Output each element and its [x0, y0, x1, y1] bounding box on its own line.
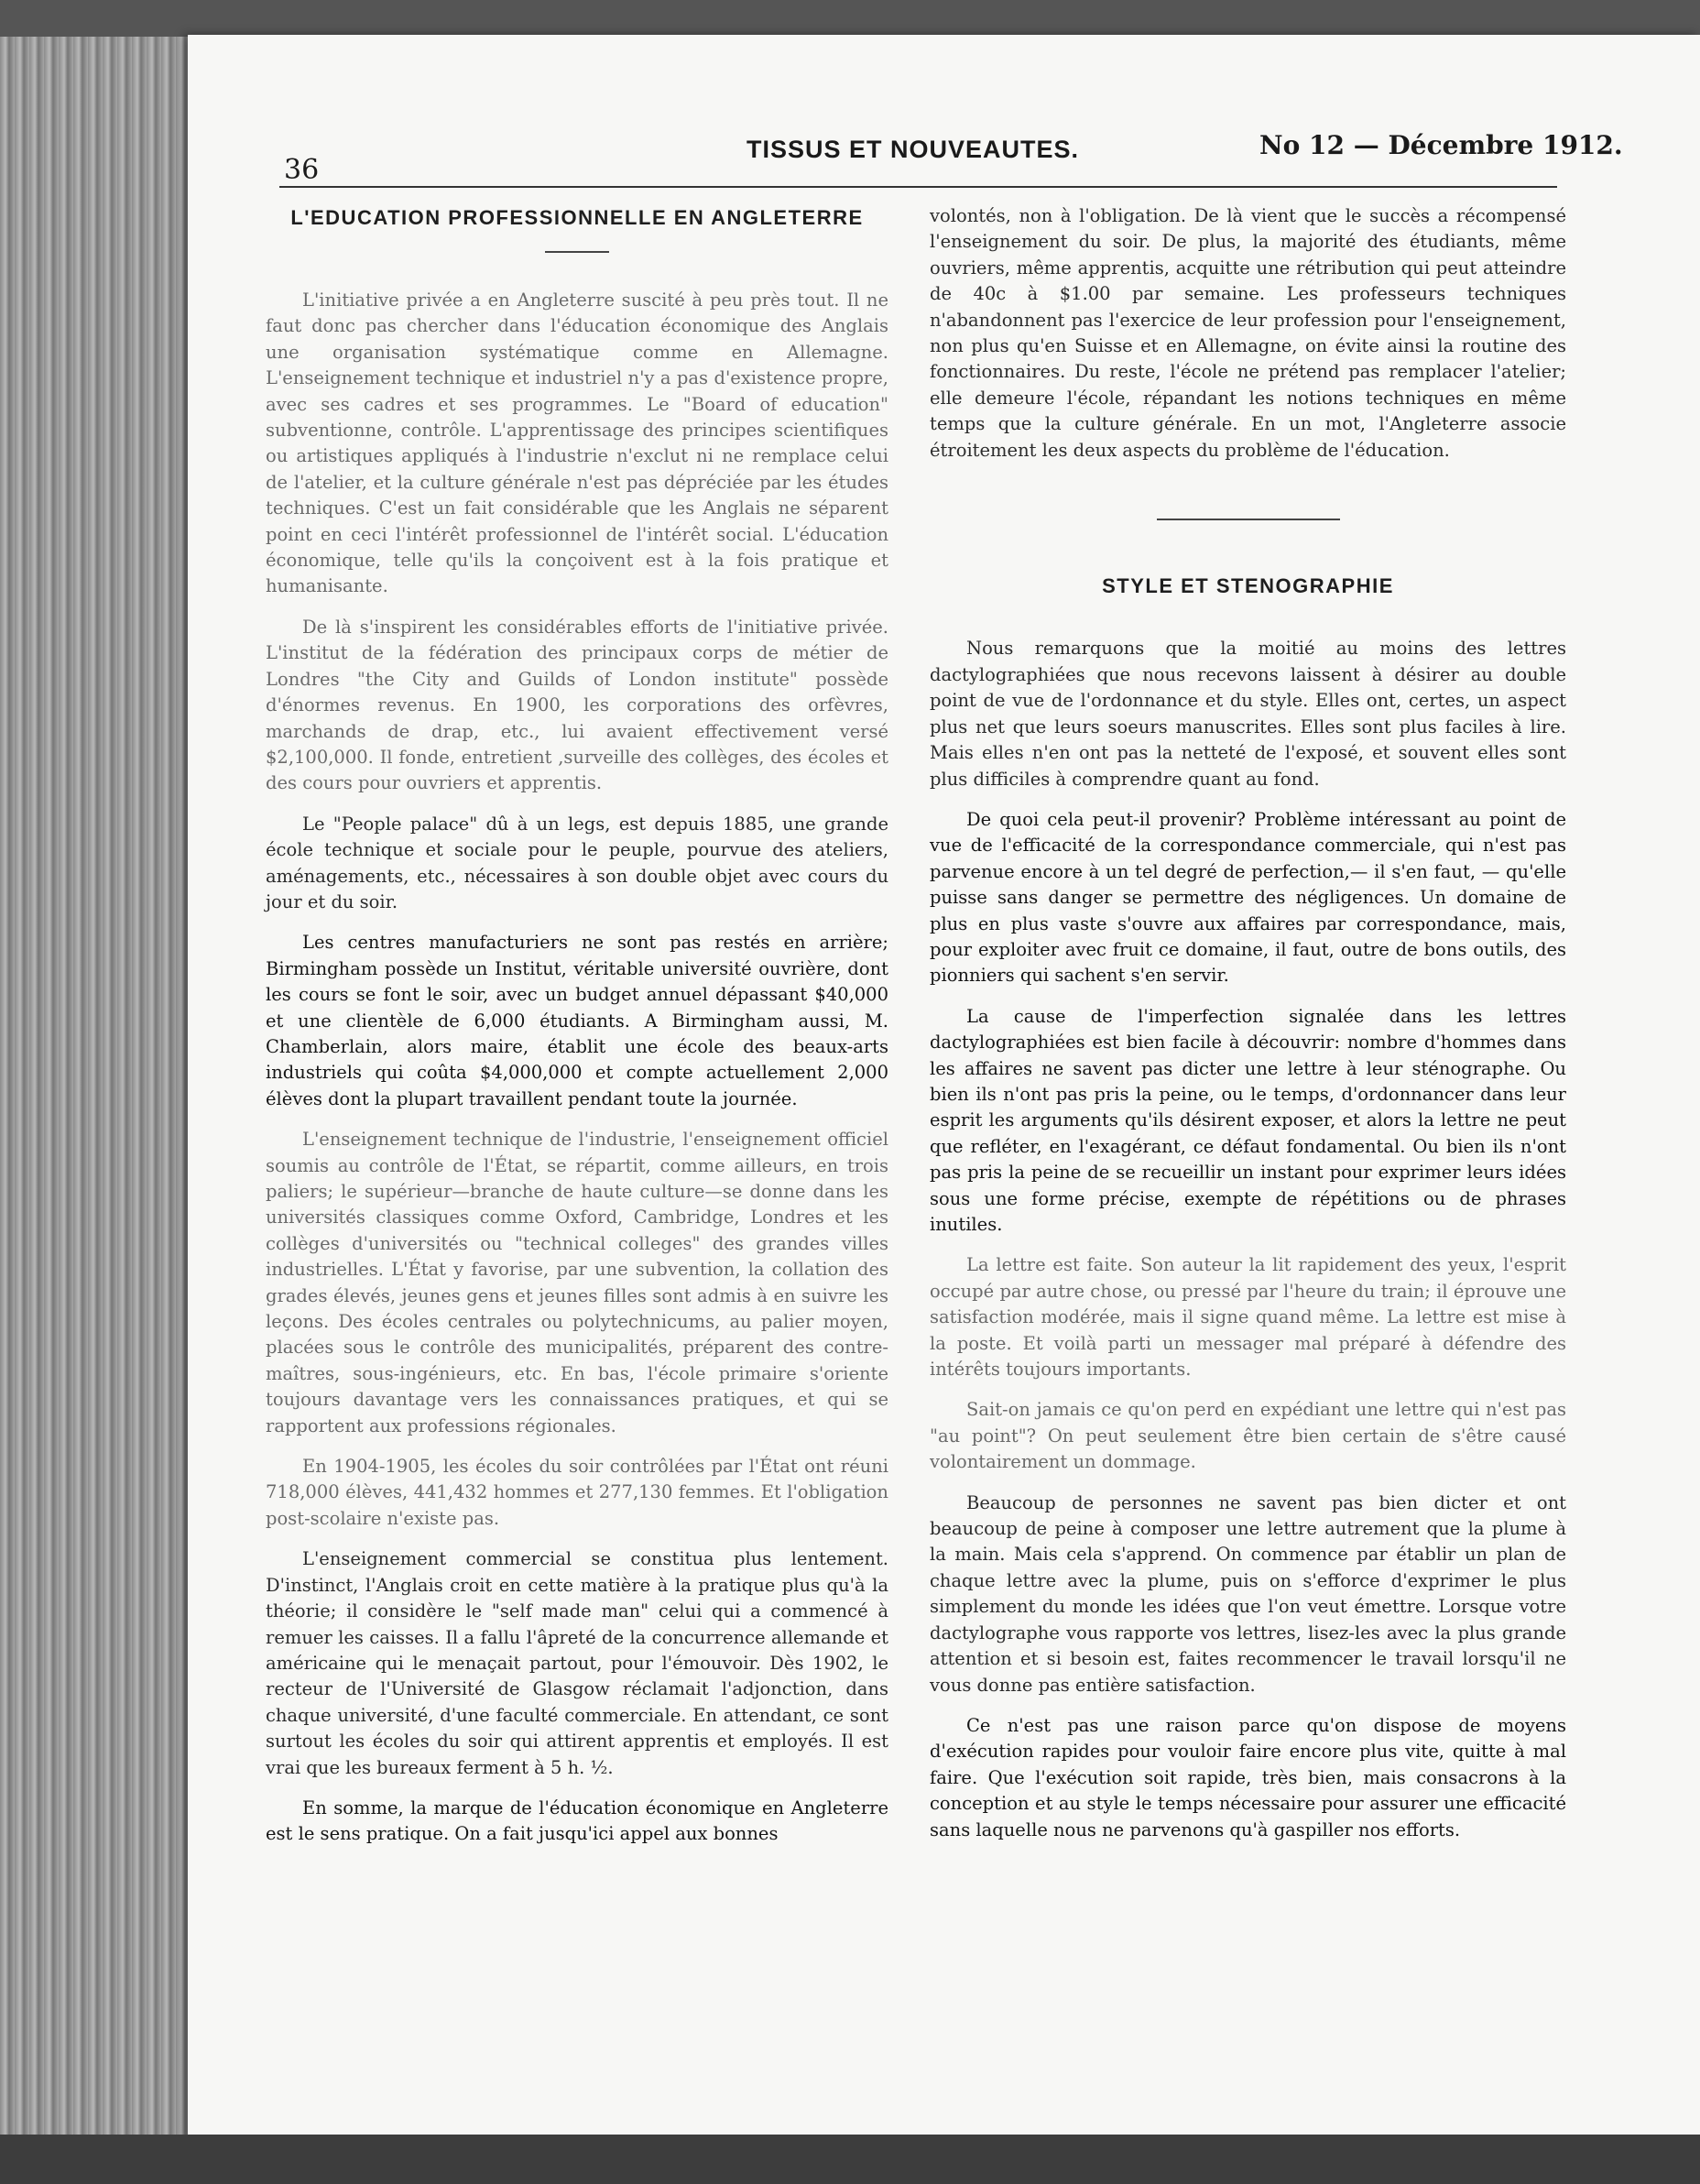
section-divider [1157, 519, 1340, 520]
book-page-edges [0, 37, 192, 2171]
issue-date: No 12 — Décembre 1912. [1259, 130, 1623, 160]
paragraph: La cause de l'imperfection signalée dans les lettres dactylographiées est bien facile à découvrir: nombre d'hommes dans les affaires ne savent pas dicter une lettre à leur sténographe. Ou bien ils n'ont pas pris la peine, ou le temps, d'ordonnancer dans leur esprit les arguments qu'ils désirent exposer, et alors la lettre ne peut que refléter, en l'exagérant, ce défaut fondamental. Ou bien ils n'ont pas pris la peine de se recueillir un instant pour exprimer leurs idées sous une forme précise, exempte de répétitions ou de phrases inutiles. [930, 1005, 1566, 1235]
right-column [930, 203, 1566, 1858]
paragraph: Le "People palace" dû à un legs, est depuis 1885, une grande école technique et sociale pour le peuple, pourvue des ateliers, aménagements, etc., nécessaires à son double objet avec cours du jour et du soir. [266, 813, 888, 912]
paragraph: En somme, la marque de l'éducation économique en Angleterre est le sens pratique. On a fait jusqu'ici appel aux bonnes [266, 1796, 888, 1845]
paragraph: Les centres manufacturiers ne sont pas restés en arrière; Birmingham possède un Institut, véritable université ouvrière, dont les cours se font le soir, avec un budget annuel dépassant $40,000 et une clientèle de 6,000 étudiants. A Birmingham aussi, M. Chamberlain, alors maire, établit une école des beaux-arts industriels qui coûta $4,000,000 et compte actuellement 2,000 élèves dont la plupart travaillent pendant toute la journée. [266, 932, 888, 1109]
paragraph: Beaucoup de personnes ne savent pas bien dicter et ont beaucoup de peine à composer une lettre autrement que la plume à la main. Mais cela s'apprend. On commence par établir un plan de chaque lettre avec la plume, puis on s'efforce d'exprimer le plus simplement du monde les idées que l'on veut émettre. Lorsque votre dactylographe vous rapporte vos lettres, lisez-les avec la plus grande attention et si besoin est, faites recommencer le travail lorsqu'il ne vous donne pas entière satisfaction. [930, 1491, 1566, 1696]
paragraph: Ce n'est pas une raison parce qu'on dispose de moyens d'exécution rapides pour vouloir faire encore plus vite, quitte à mal faire. Que l'exécution soit rapide, très bien, mais consacrons à la conception et au style le temps nécessaire pour assurer une efficacité sans laquelle nous ne parvenons qu'à gaspiller nos efforts. [930, 1714, 1566, 1840]
paragraph: Nous remarquons que la moitié au moins des lettres dactylographiées que nous recevons laissent à désirer au double point de vue de l'ordonnance et du style. Elles ont, certes, un aspect plus net que leurs soeurs manuscrites. Elles sont plus faciles à lire. Mais elles n'en ont pas la netteté de l'exposé, et souvent elles sont plus difficiles à comprendre quant au fond. [930, 638, 1566, 790]
title-divider [545, 251, 609, 253]
paragraph: L'enseignement commercial se constitua plus lentement. D'instinct, l'Anglais croit en cette matière à la pratique plus qu'à la théorie; il considère le "self made man" celui qui a commencé à remuer les caisses. Il a fallu l'âpreté de la concurrence allemande et américaine qui le menaçait partout, pour l'émouvoir. Dès 1902, le recteur de l'Université de Glasgow réclamait l'adjonction, dans chaque université, d'une faculté commerciale. En attendant, ce sont surtout les écoles du soir qui attirent apprentis et employés. Il est vrai que les bureaux ferment à 5 h. ½. [266, 1548, 888, 1778]
paragraph: La lettre est faite. Son auteur la lit rapidement des yeux, l'esprit occupé par autre chose, ou pressé par l'heure du train; il éprouve une satisfaction modérée, mais il signe quand même. La lettre est mise à la poste. Et voilà parti un messager mal préparé à défendre des intérêts toujours importants. [930, 1254, 1566, 1381]
page-number: 36 [284, 154, 320, 186]
left-column [266, 203, 888, 1862]
section-title: STYLE ET STENOGRAPHIE [1102, 574, 1394, 598]
paragraph-continuation: volontés, non à l'obligation. De là vient que le succès a récompensé l'enseignement du soir. De plus, la majorité des étudiants, même ouvriers, même apprentis, acquitte une rétribution qui peut atteindre de 40c à $1.00 par semaine. Les professeurs techniques n'abandonnent pas l'exercice de leur profession pour l'enseignement, non plus qu'en Suisse et en Allemagne, on évite ainsi la routine des fonctionnaires. Du reste, l'école ne prétend pas remplacer l'atelier; elle demeure l'école, répandant les notions techniques en même temps que la culture générale. En un mot, l'Angleterre associe étroitement les deux aspects du problème de l'éducation. [930, 205, 1566, 461]
paragraph: Sait-on jamais ce qu'on perd en expédiant une lettre qui n'est pas "au point"? On peut seulement être bien certain de s'être causé volontairement un dommage. [930, 1399, 1566, 1473]
paragraph: En 1904-1905, les écoles du soir contrôlées par l'État ont réuni 718,000 élèves, 441,432 hommes et 277,130 femmes. Et l'obligation post-scolaire n'existe pas. [266, 1456, 888, 1529]
publication-title: TISSUS ET NOUVEAUTES. [746, 136, 1080, 163]
header-rule [279, 186, 1557, 188]
article-title: L'EDUCATION PROFESSIONNELLE EN ANGLETERRE [290, 206, 864, 229]
paragraph: De quoi cela peut-il provenir? Problème intéressant au point de vue de l'efficacité de la correspondance commerciale, qui n'est pas parvenue encore à un tel degré de perfection,— il s'en faut, — qu'elle puisse sans danger se permettre des négligences. Un domaine de plus en plus vaste s'ouvre aux affaires par correspondance, mais, pour exploiter avec fruit ce domaine, il faut, outre de bons outils, des pionniers qui sachent s'en servir. [930, 808, 1566, 987]
paragraph: L'initiative privée a en Angleterre suscité à peu près tout. Il ne faut donc pas chercher dans l'éducation économique des Anglais une organisation systématique comme en Allemagne. L'enseignement technique et industriel n'y a pas d'existence propre, avec ses cadres et ses programmes. Le "Board of education" subventionne, contrôle. L'apprentissage des principes scientifiques ou artistiques appliqués à l'industrie n'exclut ni ne remplace celui de l'atelier, et la culture générale n'est pas dépréciée par les études techniques. C'est un fait considérable que les Anglais ne séparent point en ceci l'intérêt professionnel de l'intérêt social. L'éducation économique, telle qu'ils la conçoivent est à la fois pratique et humanisante. [266, 289, 888, 597]
paragraph: De là s'inspirent les considérables efforts de l'initiative privée. L'institut de la fédération des principaux corps de métier de Londres "the City and Guilds of London institute" possède d'énormes revenus. En 1900, les corporations des orfèvres, marchands de drap, etc., lui avaient effectivement versé $2,100,000. Il fonde, entretient ,surveille des collèges, des écoles et des cours pour ouvriers et apprentis. [266, 616, 888, 794]
paragraph: L'enseignement technique de l'industrie, l'enseignement officiel soumis au contrôle de l'État, se répartit, comme ailleurs, en trois paliers; le supérieur—branche de haute culture—se donne dans les universités classiques comme Oxford, Cambridge, Londres et les collèges d'universités ou "technical colleges" des grandes villes industrielles. L'État y favorise, par une subvention, la collation des grades élevés, jeunes gens et jeunes filles sont admis à en suivre les leçons. Des écoles centrales ou polytechnicums, au palier moyen, placées sous le contrôle des municipalités, préparent des contre-maîtres, sous-ingénieurs, etc. En bas, l'école primaire s'oriente toujours davantage vers les connaissances pratiques, et qui se rapportent aux professions régionales. [266, 1129, 888, 1436]
scan-background-bottom [0, 2135, 1700, 2184]
